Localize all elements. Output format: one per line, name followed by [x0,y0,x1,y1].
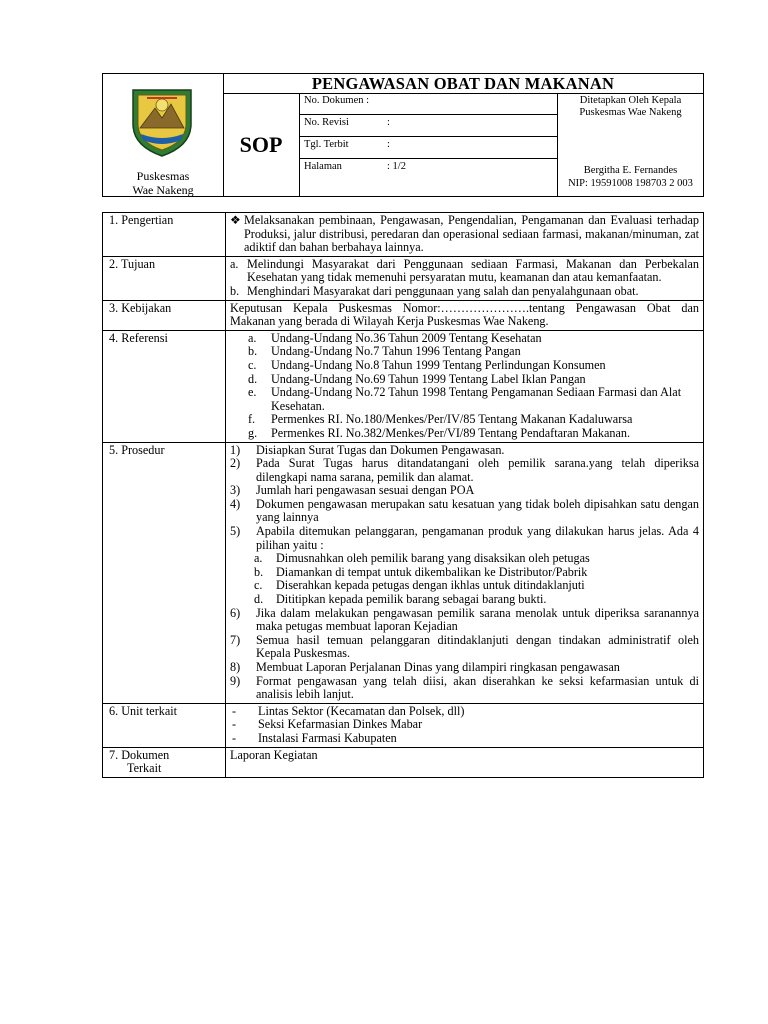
list-item: b. Undang-Undang No.7 Tahun 1996 Tentang Pangan [248,344,521,359]
list-item: 7) Semua hasil temuan pelanggaran ditindaklanjuti dengan tindakan administratif oleh Kepala Puskesmas. [230,632,699,661]
row-referensi [103,330,704,442]
sop-header [102,73,704,197]
document-title: PENGAWASAN OBAT DAN MAKANAN [223,74,703,94]
row-dokumen-terkait: 7. Dokumen Terkait Laporan Kegiatan [103,747,704,777]
list-item: c. Diserahkan kepada petugas dengan ikhlas untuk ditindaklanjuti [254,578,585,593]
field-tgl-terbit: Tgl. Terbit : [299,137,557,159]
list-item: b. Diamankan di tempat untuk dikembalikan ke Distributor/Pabrik [254,564,588,579]
list-item: g. Permenkes RI. No.382/Menkes/Per/VI/89 Tentang Pendaftaran Makanan. [248,425,631,440]
signer-nip: NIP: 19591008 198703 2 003 [568,178,693,189]
approval-block: Ditetapkan Oleh Kepala Puskesmas Wae Nakeng Bergitha E. Fernandes NIP: 19591008 198703 2 003 [557,93,703,196]
logo-cell [103,74,224,196]
label-referensi: 4. Referensi [103,330,226,442]
field-no-revisi: No. Revisi : [299,115,557,137]
row-unit-terkait [103,703,704,747]
row-tujuan [103,256,704,300]
label-prosedur: 5. Prosedur [103,442,226,703]
document-metadata [299,93,557,196]
list-item: 2) Pada Surat Tugas harus ditandatangani oleh pemilik sarana.yang telah diperiksa dilengkapi nama sarana, pemilik dan alamat. [230,456,699,484]
list-item: d. Dititipkan kepada pemilik barang sebagai barang bukti. [254,592,547,607]
list-item: b. Menghindari Masyarakat dari penggunaan yang salah dan penyalahgunaan obat. [230,283,639,298]
signer-name: Bergitha E. Fernandes [583,165,678,176]
list-item: 5) Apabila ditemukan pelanggaran, pengamanan produk yang dilakukan harus jelas. Ada 4 pilihan yaitu : [230,524,699,552]
field-halaman: Halaman : 1/2 [304,161,406,172]
list-item: a. Undang-Undang No.36 Tahun 2009 Tentang Kesehatan [248,330,542,345]
list-item: - Instalasi Farmasi Kabupaten [232,730,397,745]
list-item: 1) Disiapkan Surat Tugas dan Dokumen Pengawasan. [230,442,505,457]
list-item: a. Melindungi Masyarakat dari Penggunaan sediaan Farmasi, Makanan dan Perbekalan Kesehatan yang tidak memenuhi persyaratan mutu, keamanan dan atau kemanfaatan. [230,256,699,285]
label-pengertian: 1. Pengertian [103,213,226,257]
label-tujuan: 2. Tujuan [103,256,226,300]
list-item: - Lintas Sektor (Kecamatan dan Polsek, dll) [232,703,465,718]
list-item: 3) Jumlah hari pengawasan sesuai dengan POA [230,483,475,498]
row-pengertian: 1. Pengertian ❖ Melaksanakan pembinaan, Pengawasan, Pengendalian, Pengamanan dan Evaluasi terhadap Produksi, jalur distribusi, peredaran dan operasional sediaan farmasi, makanan/minuman, zat adiktif dan bahan berbahaya lainnya. [103,213,704,257]
label-dokumen-terkait: 7. Dokumen Terkait [103,747,226,777]
list-item: 9) Format pengawasan yang telah diisi, akan diserahkan ke seksi kefarmasian untuk di analisis lebih lanjut. [230,673,699,702]
label-unit-terkait: 6. Unit terkait [103,703,226,747]
field-no-dokumen: No. Dokumen : [299,93,557,115]
list-item: 8) Membuat Laporan Perjalanan Dinas yang dilampiri ringkasan pengawasan [230,660,620,674]
row-prosedur [103,442,704,703]
organization-name: Puskesmas Wae Nakeng [132,169,194,197]
sub-list [230,552,699,606]
sop-label: SOP [223,93,300,196]
list-item: e. Undang-Undang No.72 Tahun 1998 Tentang Pengamanan Sediaan Farmasi dan Alat Kesehatan. [248,385,682,413]
list-item: 4) Dokumen pengawasan merupakan satu kesatuan yang tidak boleh dipisahkan satu dengan yang lainnya [230,496,699,525]
puskesmas-emblem-icon [127,84,197,160]
list-item: a. Dimusnahkan oleh pemilik barang yang disaksikan oleh petugas [254,551,590,566]
list-item: 6) Jika dalam melakukan pengawasan pemilik sarana menolak untuk diperiksa saranannya maka petugas membuat laporan Kejadian [230,605,699,634]
list-item: f. Permenkes RI. No.180/Menkes/Per/IV/85 Tentang Makanan Kadaluwarsa [248,412,633,427]
label-kebijakan: 3. Kebijakan [103,300,226,330]
diamond-bullet-icon: ❖ [230,213,241,227]
list-item: - Seksi Kefarmasian Dinkes Mabar [232,717,423,732]
list-item: d. Undang-Undang No.69 Tahun 1999 Tentang Label Iklan Pangan [248,371,586,386]
list-item: c. Undang-Undang No.8 Tahun 1999 Tentang Perlindungan Konsumen [248,357,606,372]
sop-content-table [102,212,704,778]
row-kebijakan: 3. Kebijakan Keputusan Kepala Puskesmas Nomor:………………….tentang Pengawasan Obat dan Makanan yang berada di Wilayah Kerja Puskesmas Wae Nakeng. [103,300,704,330]
